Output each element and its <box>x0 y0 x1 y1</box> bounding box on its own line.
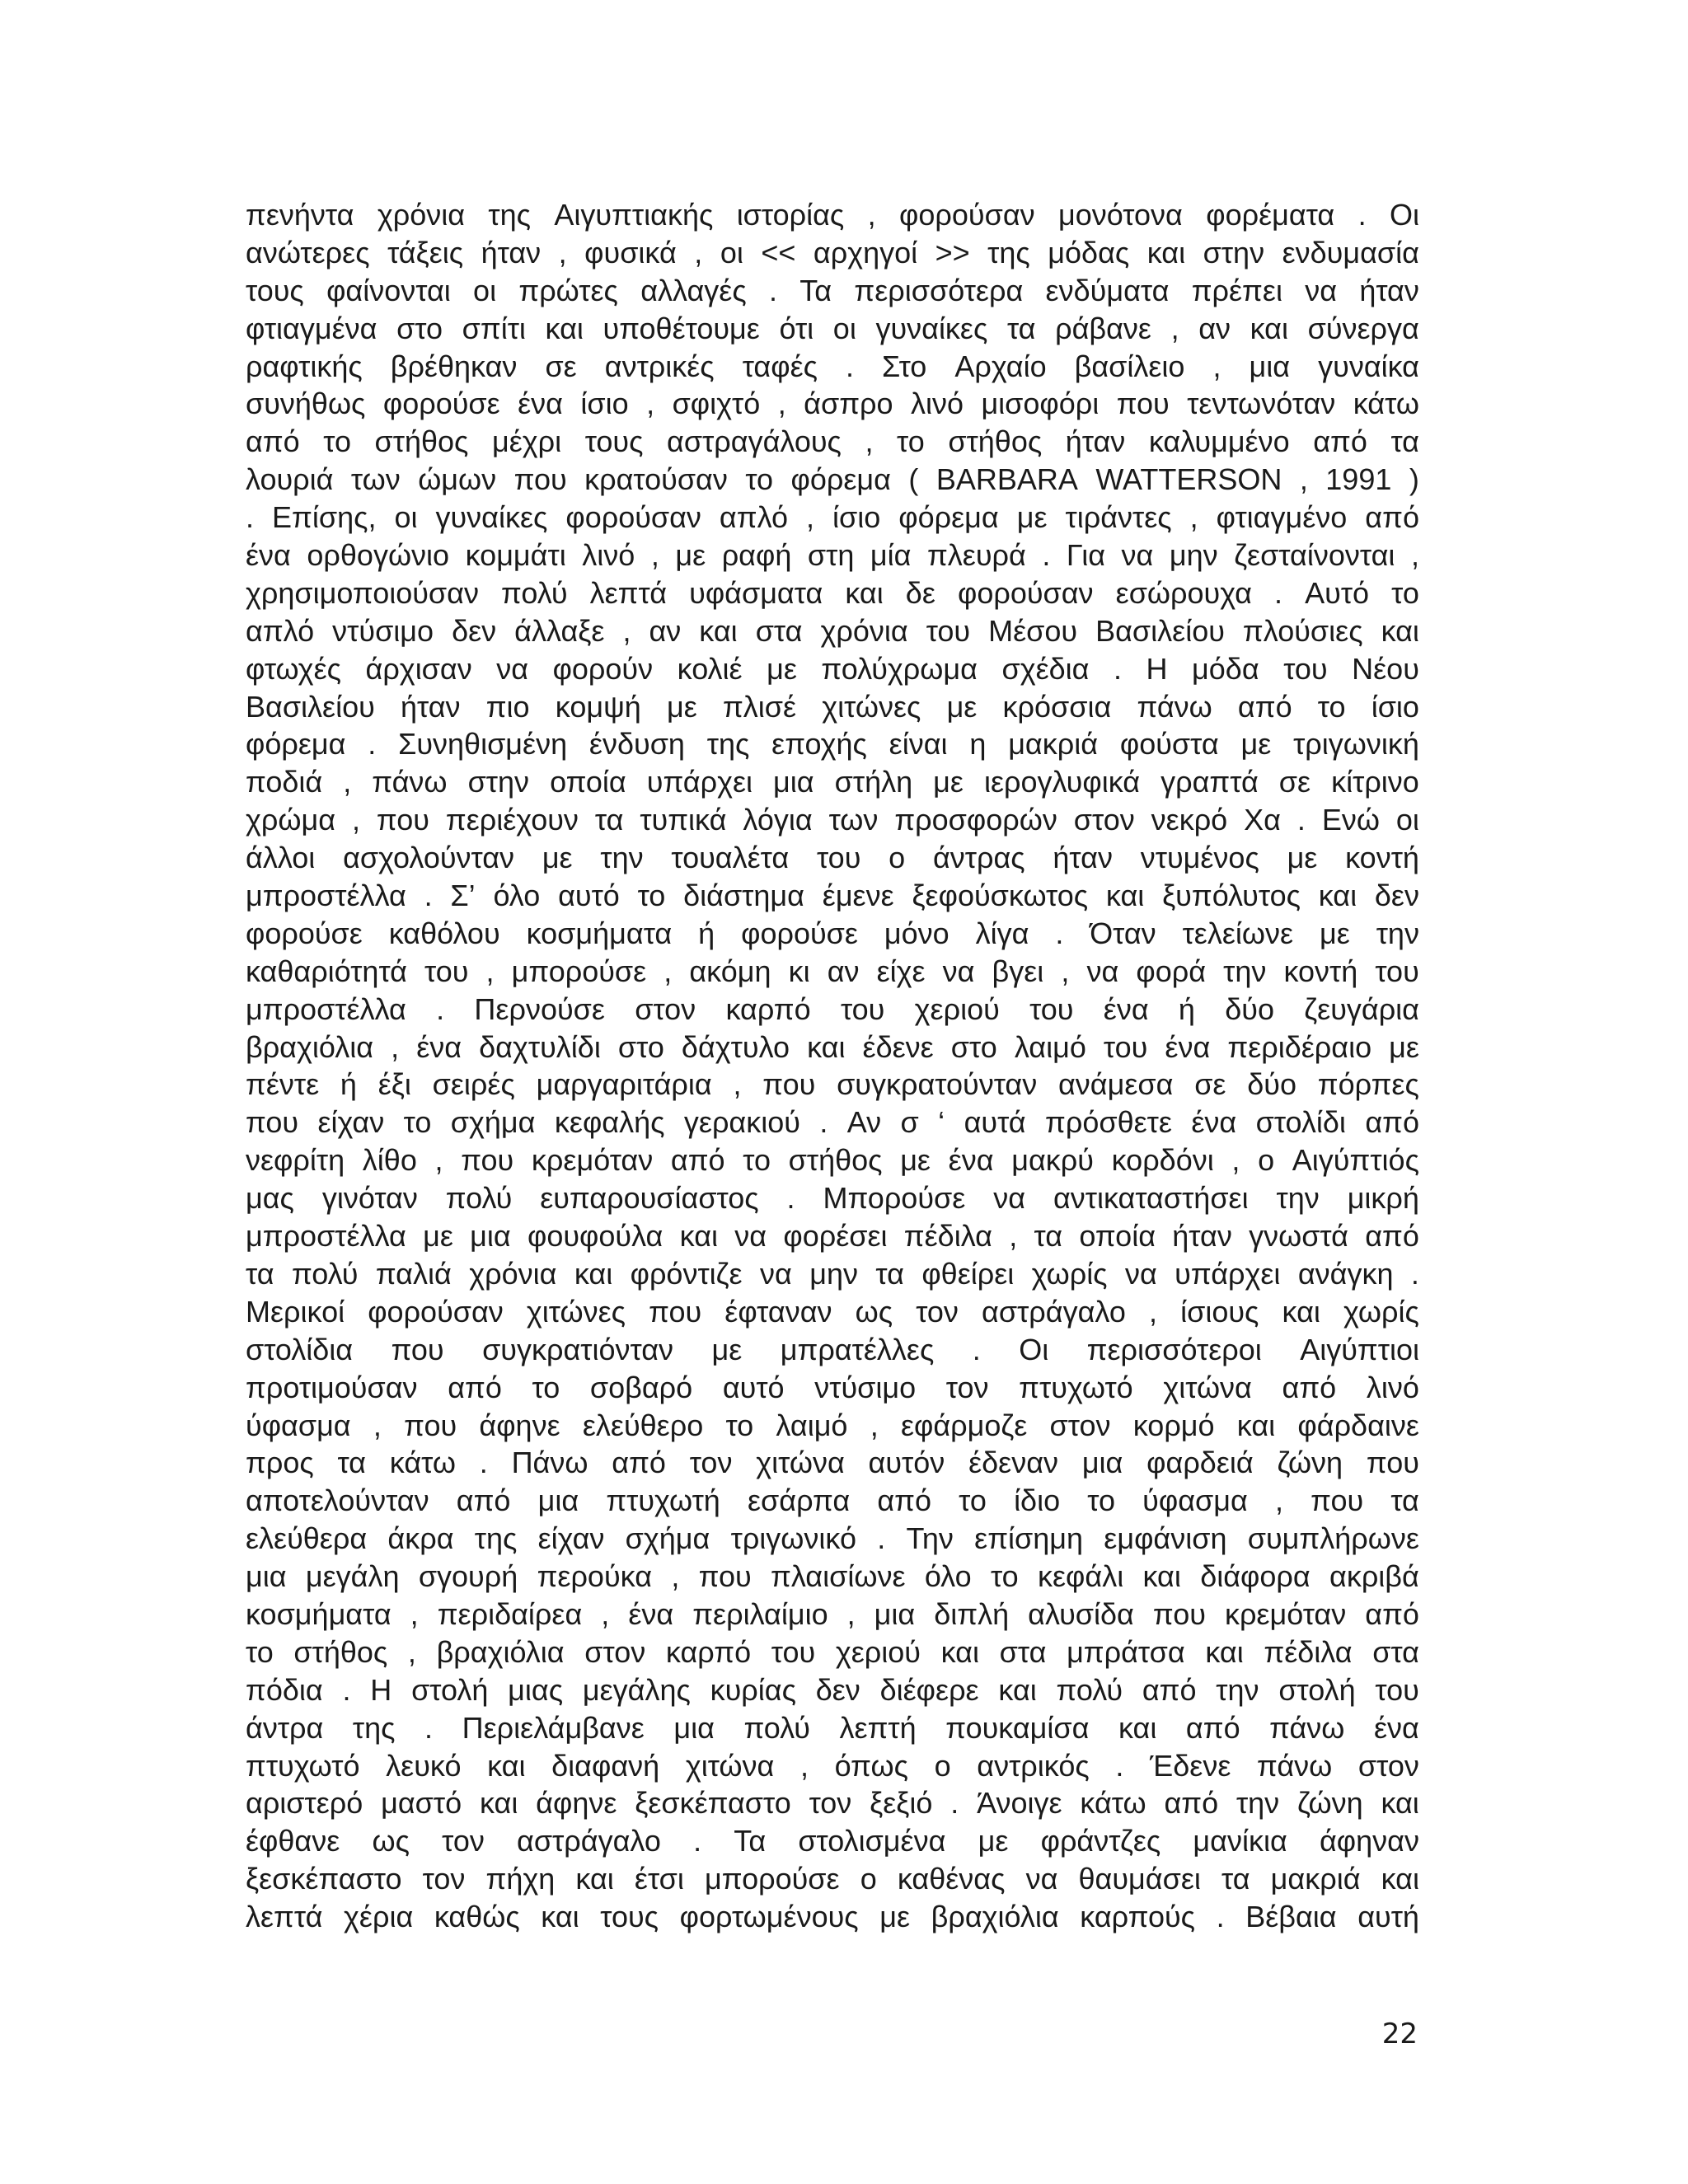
text-line: ανώτερες τάξεις ήταν , φυσικά , οι << αρχηγοί >> της μόδας και στην ενδυμασία <box>246 235 1419 269</box>
text-line: άλλοι ασχολούνταν με την τουαλέτα του ο άντρας ήταν ντυμένος με κοντή <box>246 841 1419 875</box>
text-line: από το στήθος μέχρι τους αστραγάλους , το στήθος ήταν καλυμμένο από τα <box>246 424 1419 459</box>
text-line: τα πολύ παλιά χρόνια και φρόντιζε να μην τα φθείρει χωρίς να υπάρχει ανάγκη . <box>246 1256 1419 1291</box>
text-line: μας γινόταν πολύ ευπαρουσίαστος . Μπορούσε να αντικαταστήσει την μικρή <box>246 1181 1419 1216</box>
text-line: μπροστέλλα . Περνούσε στον καρπό του χεριού του ένα ή δύο ζευγάρια <box>246 991 1419 1026</box>
text-line: μπροστέλλα με μια φουφούλα και να φορέσει πέδιλα , τα οποία ήταν γνωστά από <box>246 1219 1419 1254</box>
text-line: κοσμήματα , περιδαίρεα , ένα περιλαίμιο , μια διπλή αλυσίδα που κρεμόταν από <box>246 1596 1419 1631</box>
text-line: Μερικοί φορούσαν χιτώνες που έφταναν ως τον αστράγαλο , ίσιους και χωρίς <box>246 1294 1419 1329</box>
text-line: λεπτά χέρια καθώς και τους φορτωμένους με βραχιόλια καρπούς . Βέβαια αυτή <box>246 1900 1419 1934</box>
text-line: λουριά των ώμων που κρατούσαν το φόρεμα ( BARBARA WATTERSON , 1991 ) <box>246 462 1419 497</box>
text-line: αποτελούνταν από μια πτυχωτή εσάρπα από το ίδιο το ύφασμα , που τα <box>246 1483 1419 1518</box>
text-line: ένα ορθογώνιο κομμάτι λινό , με ραφή στη μία πλευρά . Για να μην ζεσταίνονται , <box>246 538 1419 573</box>
text-line: που είχαν το σχήμα κεφαλής γερακιού . Αν σ ‘ αυτά πρόσθετε ένα στολίδι από <box>246 1105 1419 1140</box>
text-line: μπροστέλλα . Σ’ όλο αυτό το διάστημα έμενε ξεφούσκωτος και ξυπόλυτος και δεν <box>246 879 1419 913</box>
text-line: βραχιόλια , ένα δαχτυλίδι στο δάχτυλο και έδενε στο λαιμό του ένα περιδέραιο με <box>246 1029 1419 1064</box>
text-line: φτωχές άρχισαν να φορούν κολιέ με πολύχρωμα σχέδια . Η μόδα του Νέου <box>246 651 1419 686</box>
text-line: φόρεμα . Συνηθισμένη ένδυση της εποχής είναι η μακριά φούστα με τριγωνική <box>246 727 1419 762</box>
text-line: νεφρίτη λίθο , που κρεμόταν από το στήθος με ένα μακρύ κορδόνι , ο Αιγύπτιός <box>246 1143 1419 1178</box>
text-line: μια μεγάλη σγουρή περούκα , που πλαισίωνε όλο το κεφάλι και διάφορα ακριβά <box>246 1559 1419 1594</box>
text-line: ελεύθερα άκρα της είχαν σχήμα τριγωνικό . Την επίσημη εμφάνιση συμπλήρωνε <box>246 1521 1419 1556</box>
text-line: καθαριότητά του , μπορούσε , ακόμη κι αν είχε να βγει , να φορά την κοντή του <box>246 954 1419 988</box>
text-line: έφθανε ως τον αστράγαλο . Τα στολισμένα με φράντζες μανίκια άφηναν <box>246 1824 1419 1858</box>
text-line: πέντε ή έξι σειρές μαργαριτάρια , που συγκρατούνταν ανάμεσα σε δύο πόρπες <box>246 1067 1419 1102</box>
text-line: πόδια . Η στολή μιας μεγάλης κυρίας δεν διέφερε και πολύ από την στολή του <box>246 1672 1419 1707</box>
text-line: χρησιμοποιούσαν πολύ λεπτά υφάσματα και δε φορούσαν εσώρουχα . Αυτό το <box>246 575 1419 610</box>
body-text <box>246 196 1419 1936</box>
text-line: αριστερό μαστό και άφηνε ξεσκέπαστο τον ξεξιό . Άνοιγε κάτω από την ζώνη και <box>246 1786 1419 1821</box>
text-line: απλό ντύσιμο δεν άλλαξε , αν και στα χρόνια του Μέσου Βασιλείου πλούσιες και <box>246 613 1419 648</box>
text-line: τους φαίνονται οι πρώτες αλλαγές . Τα περισσότερα ενδύματα πρέπει να ήταν <box>246 273 1419 307</box>
text-line: ξεσκέπαστο τον πήχη και έτσι μπορούσε ο καθένας να θαυμάσει τα μακριά και <box>246 1862 1419 1896</box>
text-line: ποδιά , πάνω στην οποία υπάρχει μια στήλη με ιερογλυφικά γραπτά σε κίτρινο <box>246 765 1419 799</box>
text-line: φορούσε καθόλου κοσμήματα ή φορούσε μόνο λίγα . Όταν τελείωνε με την <box>246 916 1419 950</box>
text-line: το στήθος , βραχιόλια στον καρπό του χεριού και στα μπράτσα και πέδιλα στα <box>246 1634 1419 1669</box>
page-number: 22 <box>1381 2018 1418 2050</box>
text-line: συνήθως φορούσε ένα ίσιο , σφιχτό , άσπρο λινό μισοφόρι που τεντωνόταν κάτω <box>246 387 1419 421</box>
text-line: στολίδια που συγκρατιόνταν με μπρατέλλες . Οι περισσότεροι Αιγύπτιοι <box>246 1332 1419 1366</box>
text-line: Βασιλείου ήταν πιο κομψή με πλισέ χιτώνες με κρόσσια πάνω από το ίσιο <box>246 689 1419 724</box>
text-line: πτυχωτό λευκό και διαφανή χιτώνα , όπως ο αντρικός . Έδενε πάνω στον <box>246 1748 1419 1783</box>
text-line: προτιμούσαν από το σοβαρό αυτό ντύσιμο τον πτυχωτό χιτώνα από λινό <box>246 1370 1419 1404</box>
text-line: άντρα της . Περιελάμβανε μια πολύ λεπτή πουκαμίσα και από πάνω ένα <box>246 1710 1419 1745</box>
text-line: χρώμα , που περιέχουν τα τυπικά λόγια των προσφορών στον νεκρό Χα . Ενώ οι <box>246 803 1419 837</box>
text-line: . Επίσης, οι γυναίκες φορούσαν απλό , ίσιο φόρεμα με τιράντες , φτιαγμένο από <box>246 500 1419 535</box>
text-line: ύφασμα , που άφηνε ελεύθερο το λαιμό , εφάρμοζε στον κορμό και φάρδαινε <box>246 1408 1419 1442</box>
text-line: πενήντα χρόνια της Αιγυπτιακής ιστορίας , φορούσαν μονότονα φορέματα . Οι <box>246 198 1419 232</box>
text-line: ραφτικής βρέθηκαν σε αντρικές ταφές . Στο Αρχαίο βασίλειο , μια γυναίκα <box>246 349 1419 383</box>
text-line: προς τα κάτω . Πάνω από τον χιτώνα αυτόν έδεναν μια φαρδειά ζώνη που <box>246 1446 1419 1480</box>
text-line: φτιαγμένα στο σπίτι και υποθέτουμε ότι οι γυναίκες τα ράβανε , αν και σύνεργα <box>246 311 1419 345</box>
